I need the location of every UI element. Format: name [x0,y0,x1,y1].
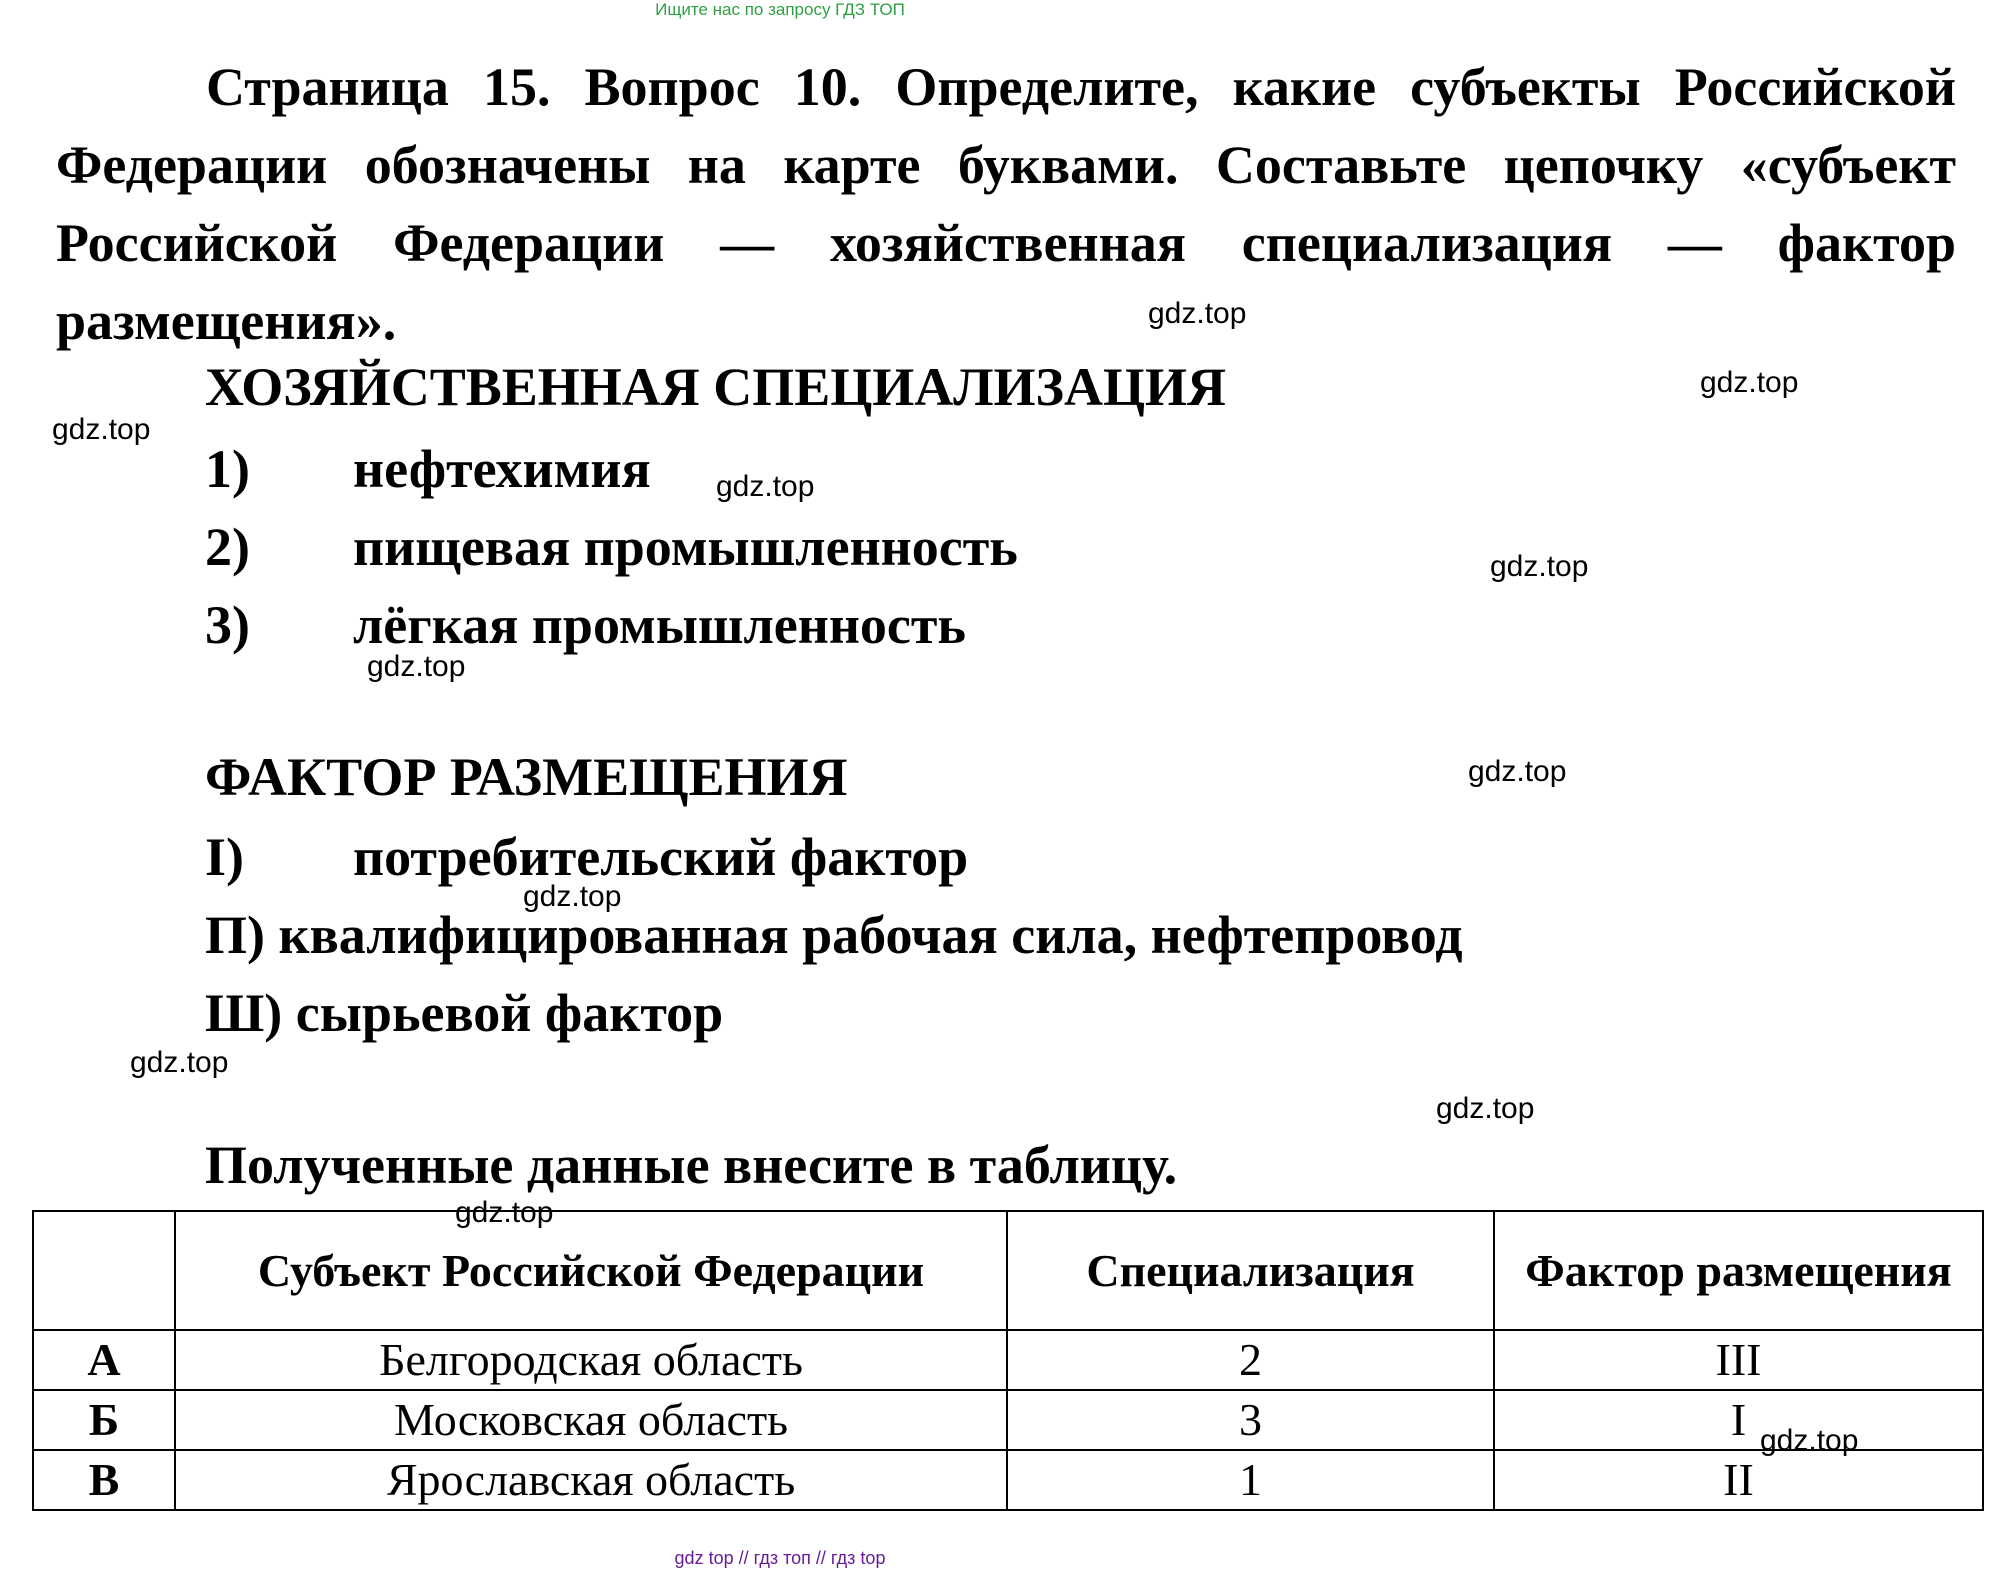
row-factor: I [1494,1390,1983,1450]
item-number: I) [205,827,244,887]
factor-item [205,982,723,1044]
watermark: gdz.top [367,650,466,683]
watermark: gdz.top [716,470,815,503]
header-specialization: Специализация [1007,1211,1494,1330]
watermark: gdz.top [52,413,151,446]
specialization-item [205,438,651,500]
row-specialization: 1 [1007,1450,1494,1510]
table-header-row [33,1211,1983,1330]
table-row [33,1330,1983,1390]
watermark: gdz.top [1436,1092,1535,1125]
factors-heading: ФАКТОР РАЗМЕЩЕНИЯ [205,747,848,807]
item-number: П) [205,905,265,965]
row-specialization: 2 [1007,1330,1494,1390]
specialization-item [205,594,966,656]
factor-item [205,904,1463,966]
row-subject: Белгородская область [175,1330,1007,1390]
item-number: 2) [205,517,250,577]
header-letter [33,1211,175,1330]
table-row [33,1450,1983,1510]
watermark: gdz.top [130,1046,229,1079]
bottom-note: gdz top // гдз топ // гдз top [674,1548,886,1568]
question-text: Страница 15. Вопрос 10. Определите, какие субъекты Российской Федерации обозначены на карте буквами. Составьте цепочку «субъект Российской Федерации — хозяйственная специализация — фактор размещения». [56,57,1956,351]
item-label: пищевая промышленность [353,517,1018,577]
watermark: gdz.top [1148,297,1247,330]
table-row [33,1390,1983,1450]
row-specialization: 3 [1007,1390,1494,1450]
row-subject: Ярославская область [175,1450,1007,1510]
specialization-item [205,516,1018,578]
row-factor: III [1494,1330,1983,1390]
row-subject: Московская область [175,1390,1007,1450]
summary-text: Полученные данные внесите в таблицу. [205,1135,1178,1195]
item-label: нефтехимия [353,439,651,499]
row-factor: II [1494,1450,1983,1510]
item-label: потребительский фактор [353,827,969,887]
result-table [32,1210,1984,1511]
watermark: gdz.top [523,880,622,913]
item-number: 3) [205,595,250,655]
watermark: gdz.top [1760,1424,1859,1457]
item-number: Ш) [205,983,283,1043]
row-letter: Б [33,1390,175,1450]
top-search-note: Ищите нас по запросу ГДЗ ТОП [655,0,905,19]
item-label: лёгкая промышленность [353,595,966,655]
watermark: gdz.top [1468,755,1567,788]
row-letter: В [33,1450,175,1510]
item-number: 1) [205,439,250,499]
factor-item [205,826,968,888]
watermark: gdz.top [1700,366,1799,399]
item-label: квалифицированная рабочая сила, нефтепровод [278,905,1463,965]
row-letter: А [33,1330,175,1390]
specialization-heading: ХОЗЯЙСТВЕННАЯ СПЕЦИАЛИЗАЦИЯ [205,357,1227,417]
item-label: сырьевой фактор [295,983,724,1043]
header-subject: Субъект Российской Федерации [175,1211,1007,1330]
watermark: gdz.top [455,1196,554,1229]
watermark: gdz.top [1490,550,1589,583]
header-factor: Фактор размещения [1494,1211,1983,1330]
